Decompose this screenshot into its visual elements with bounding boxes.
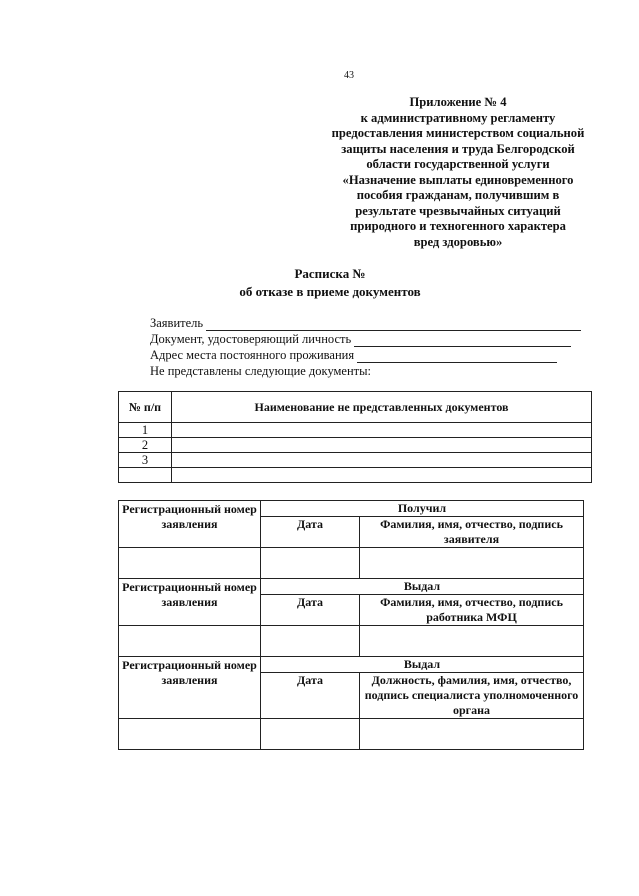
appendix-line: вред здоровью» — [413, 234, 503, 249]
registration-entry-row — [119, 626, 584, 657]
applicant-label: Заявитель — [150, 316, 204, 330]
received-group-header: Получил — [261, 501, 584, 517]
appendix-heading — [312, 95, 604, 250]
address-label: Адрес места постоянного проживания — [150, 348, 355, 362]
applicant-line[interactable] — [206, 319, 581, 331]
applicant-signature-header: Фамилия, имя, отчество, подпись заявителя — [360, 517, 584, 548]
date-cell[interactable] — [261, 626, 360, 657]
row-number: 3 — [119, 453, 172, 468]
page-number: 43 — [344, 70, 354, 81]
missing-docs-label: Не представлены следующие документы: — [150, 364, 372, 378]
missing-documents-table — [118, 391, 592, 483]
registration-number-cell[interactable] — [119, 548, 261, 579]
table-row — [119, 453, 592, 468]
date-cell[interactable] — [261, 548, 360, 579]
appendix-line: предоставления министерством социальной — [331, 126, 585, 140]
registration-number-cell[interactable] — [119, 719, 261, 750]
document-name-cell[interactable] — [172, 468, 592, 483]
appendix-line: результате чрезвычайных ситуаций — [355, 203, 561, 218]
registration-entry-row — [119, 548, 584, 579]
issued-group-header: Выдал — [261, 657, 584, 673]
appendix-line: защиты населения и труда Белгородской — [341, 141, 575, 156]
registration-table — [118, 500, 584, 750]
document-name-column-header: Наименование не представленных документов — [172, 392, 592, 423]
registration-entry-row — [119, 719, 584, 750]
applicant-field-row — [150, 315, 590, 331]
signature-cell[interactable] — [360, 719, 584, 750]
registration-number-header: Регистрационный номер заявления — [119, 501, 261, 548]
address-field-row — [150, 347, 590, 363]
number-column-header: № п/п — [119, 392, 172, 423]
table-row — [119, 423, 592, 438]
receipt-title: Расписка № — [294, 266, 366, 281]
specialist-signature-header: Должность, фамилия, имя, отчество, подпись специалиста уполномоченного органа — [360, 673, 584, 719]
receipt-subtitle: об отказе в приеме документов — [239, 284, 421, 299]
receipt-heading — [180, 265, 480, 301]
signature-cell[interactable] — [360, 626, 584, 657]
document-name-cell[interactable] — [172, 438, 592, 453]
date-header: Дата — [261, 595, 360, 626]
document-name-cell[interactable] — [172, 453, 592, 468]
mfc-worker-signature-header: Фамилия, имя, отчество, подпись работника МФЦ — [360, 595, 584, 626]
appendix-line: «Назначение выплаты единовременного — [342, 172, 574, 187]
table-row — [119, 468, 592, 483]
missing-docs-row — [150, 363, 590, 379]
table-header-row — [119, 392, 592, 423]
identity-document-line[interactable] — [354, 335, 571, 347]
issued-group-header: Выдал — [261, 579, 584, 595]
date-cell[interactable] — [261, 719, 360, 750]
table-row — [119, 438, 592, 453]
address-line[interactable] — [357, 351, 557, 363]
registration-block-header-row — [119, 501, 584, 517]
registration-block-header-row — [119, 657, 584, 673]
date-header: Дата — [261, 673, 360, 719]
appendix-line: природного и техногенного характера — [350, 219, 566, 233]
appendix-line: пособия гражданам, получившим в — [356, 188, 560, 202]
row-number: 2 — [119, 438, 172, 453]
document-name-cell[interactable] — [172, 423, 592, 438]
registration-number-header: Регистрационный номер заявления — [119, 657, 261, 719]
signature-cell[interactable] — [360, 548, 584, 579]
appendix-line: области государственной услуги — [366, 157, 550, 171]
identity-document-field-row — [150, 331, 590, 347]
applicant-fields — [150, 315, 590, 379]
registration-number-cell[interactable] — [119, 626, 261, 657]
date-header: Дата — [261, 517, 360, 548]
registration-number-header: Регистрационный номер заявления — [119, 579, 261, 626]
row-number: 1 — [119, 423, 172, 438]
appendix-line: к административному регламенту — [360, 110, 556, 125]
identity-document-label: Документ, удостоверяющий личность — [150, 332, 352, 346]
registration-block-header-row — [119, 579, 584, 595]
row-number — [119, 468, 172, 483]
appendix-line: Приложение № 4 — [409, 95, 507, 109]
